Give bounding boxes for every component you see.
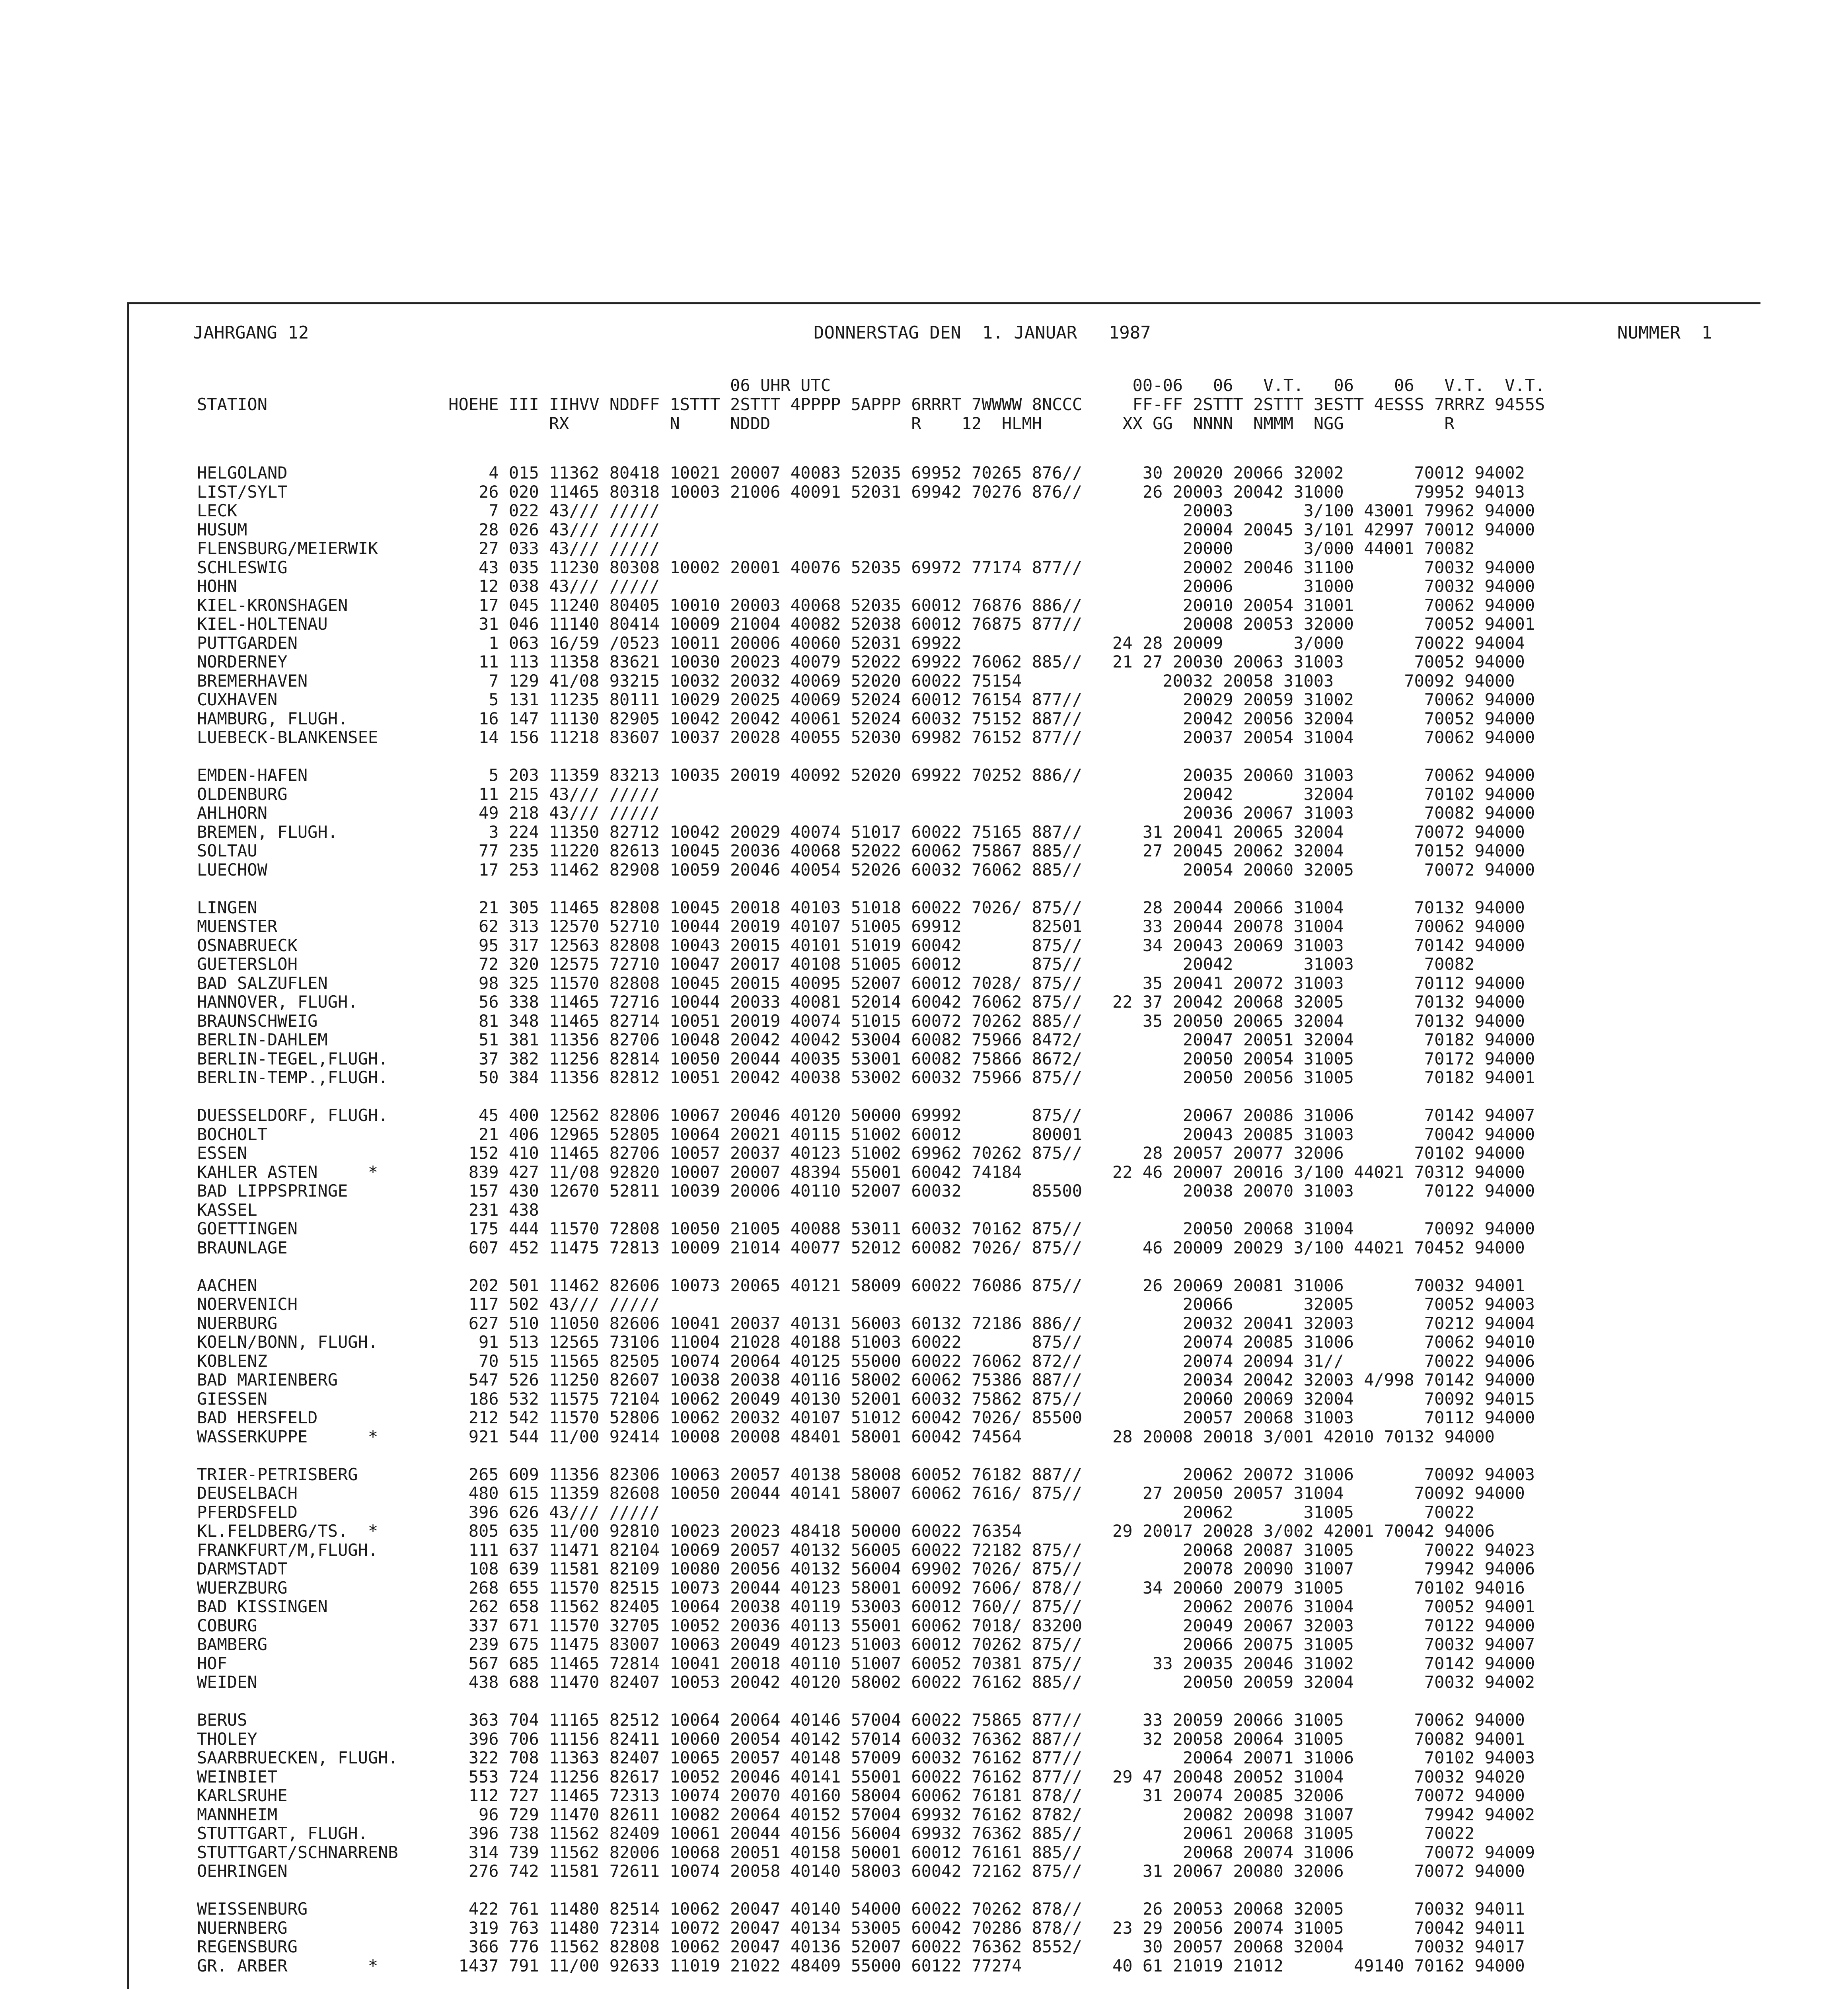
station-row: GUETERSLOH 72 320 12575 72710 10047 20017 40108 51005 60012 875// 20042 31003 70082: [197, 954, 1475, 974]
station-row: BREMEN, FLUGH. 3 224 11350 82712 10042 20029 40074 51017 60022 75165 887// 31 20041 20065 32004 70072 94000: [197, 822, 1525, 842]
station-row: KIEL-HOLTENAU 31 046 11140 80414 10009 21004 40082 52038 60012 76875 877// 20008 20053 32000 70052 94001: [197, 614, 1535, 634]
station-row: LIST/SYLT 26 020 11465 80318 10003 21006 40091 52031 69942 70276 876// 26 20003 20042 31000 79952 94013: [197, 482, 1525, 502]
station-row: HANNOVER, FLUGH. 56 338 11465 72716 10044 20033 40081 52014 60042 76062 875// 22 37 20042 20068 32005 70132 94000: [197, 992, 1525, 1012]
column-header-line: RX N NDDD R 12 HLMH XX GG NNNN NMMM NGG R: [197, 414, 1455, 433]
station-row: SCHLESWIG 43 035 11230 80308 10002 20001 40076 52035 69972 77174 877// 20002 20046 31100 70032 94000: [197, 557, 1535, 577]
row-spacer: [197, 1692, 1741, 1711]
station-row: NUERNBERG 319 763 11480 72314 10072 20047 40134 53005 60042 70286 878// 23 29 20056 20074 31005 70042 94011: [197, 1918, 1525, 1938]
station-row: LUECHOW 17 253 11462 82908 10059 20046 40054 52026 60032 76062 885// 20054 20060 32005 70072 94000: [197, 860, 1535, 880]
station-row: GR. ARBER * 1437 791 11/00 92633 11019 21022 48409 55000 60122 77274 40 61 21019 21012 49140 70162 94000: [197, 1956, 1525, 1975]
station-row: BREMERHAVEN 7 129 41/08 93215 10032 20032 40069 52020 60022 75154 20032 20058 31003 70092 94000: [197, 671, 1515, 691]
station-row: AHLHORN 49 218 43/// ///// 20036 20067 31003 70082 94000: [197, 803, 1535, 823]
station-row: AACHEN 202 501 11462 82606 10073 20065 40121 58009 60022 76086 875// 26 20069 20081 31006 70032 94001: [197, 1275, 1525, 1295]
row-spacer: [197, 879, 1741, 898]
station-row: NUERBURG 627 510 11050 82606 10041 20037 40131 56003 60132 72186 886// 20032 20041 32003 70212 94004: [197, 1313, 1535, 1333]
station-row: GIESSEN 186 532 11575 72104 10062 20049 40130 52001 60032 75862 875// 20060 20069 32004 70092 94015: [197, 1389, 1535, 1409]
station-row: COBURG 337 671 11570 32705 10052 20036 40113 55001 60062 7018/ 83200 20049 20067 32003 70122 94000: [197, 1615, 1535, 1635]
column-headers: [197, 376, 1741, 433]
row-spacer: [197, 1257, 1741, 1276]
station-row: BAD KISSINGEN 262 658 11562 82405 10064 20038 40119 53003 60012 760// 875// 20062 20076 31004 70052 94001: [197, 1597, 1535, 1616]
station-row: OEHRINGEN 276 742 11581 72611 10074 20058 40140 58003 60042 72162 875// 31 20067 20080 32006 70072 94000: [197, 1861, 1525, 1881]
station-row: MANNHEIM 96 729 11470 82611 10082 20064 40152 57004 69932 76162 8782/ 20082 20098 31007 79942 94002: [197, 1804, 1535, 1824]
station-row: DARMSTADT 108 639 11581 82109 10080 20056 40132 56004 69902 7026/ 875// 20078 20090 31007 79942 94006: [197, 1559, 1535, 1578]
station-row: LINGEN 21 305 11465 82808 10045 20018 40103 51018 60022 7026/ 875// 28 20044 20066 31004 70132 94000: [197, 897, 1525, 917]
station-row: WEIDEN 438 688 11470 82407 10053 20042 40120 58002 60022 76162 885// 20050 20059 32004 70032 94002: [197, 1672, 1535, 1692]
station-row: SOLTAU 77 235 11220 82613 10045 20036 40068 52022 60062 75867 885// 27 20045 20062 32004 70152 94000: [197, 841, 1525, 860]
volume-label: JAHRGANG 12: [193, 323, 309, 343]
station-row: WEISSENBURG 422 761 11480 82514 10062 20047 40140 54000 60022 70262 878// 26 20053 20068 32005 70032 94011: [197, 1899, 1525, 1919]
station-row: THOLEY 396 706 11156 82411 10060 20054 40142 57014 60032 76362 887// 32 20058 20064 31005 70082 94001: [197, 1729, 1525, 1749]
column-header-line: STATION HOEHE III IIHVV NDDFF 1STTT 2STTT 4PPPP 5APPP 6RRRT 7WWWW 8NCCC FF-FF 2STTT 2STTT 3ESTT 4ESSS 7RRRZ 9455S: [197, 395, 1545, 414]
station-row: FLENSBURG/MEIERWIK 27 033 43/// ///// 20000 3/000 44001 70082: [197, 539, 1475, 558]
date-label: DONNERSTAG DEN 1. JANUAR 1987: [814, 323, 1151, 343]
station-row: HAMBURG, FLUGH. 16 147 11130 82905 10042 20042 40061 52024 60032 75152 887// 20042 20056 32004 70052 94000: [197, 708, 1535, 728]
station-row: TRIER-PETRISBERG 265 609 11356 82306 10063 20057 40138 58008 60052 76182 887// 20062 20072 31006 70092 94003: [197, 1464, 1535, 1484]
station-row: BAD SALZUFLEN 98 325 11570 82808 10045 20015 40095 52007 60012 7028/ 875// 35 20041 20072 31003 70112 94000: [197, 973, 1525, 993]
station-row: MUENSTER 62 313 12570 52710 10044 20019 40107 51005 69912 82501 33 20044 20078 31004 70062 94000: [197, 917, 1525, 936]
station-row: WEINBIET 553 724 11256 82617 10052 20046 40141 55001 60022 76162 877// 29 47 20048 20052 31004 70032 94020: [197, 1767, 1525, 1787]
station-row: CUXHAVEN 5 131 11235 80111 10029 20025 40069 52024 60012 76154 877// 20029 20059 31002 70062 94000: [197, 690, 1535, 709]
row-spacer: [197, 1975, 1741, 1989]
station-row: NOERVENICH 117 502 43/// ///// 20066 32005 70052 94003: [197, 1294, 1535, 1314]
station-row: BERLIN-TEGEL,FLUGH. 37 382 11256 82814 10050 20044 40035 53001 60082 75866 8672/ 20050 20054 31005 70172 94000: [197, 1049, 1535, 1068]
station-row: KASSEL 231 438: [197, 1200, 539, 1220]
station-row: LUEBECK-BLANKENSEE 14 156 11218 83607 10037 20028 40055 52030 69982 76152 877// 20037 20054 31004 70062 94000: [197, 728, 1535, 747]
station-row: REGENSBURG 366 776 11562 82808 10062 20047 40136 52007 60022 76362 8552/ 30 20057 20068 32004 70032 94017: [197, 1937, 1525, 1956]
station-row: BRAUNSCHWEIG 81 348 11465 82714 10051 20019 40074 51015 60072 70262 885// 35 20050 20065 32004 70132 94000: [197, 1011, 1525, 1031]
station-row: BERUS 363 704 11165 82512 10064 20064 40146 57004 60022 75865 877// 33 20059 20066 31005 70062 94000: [197, 1710, 1525, 1730]
station-row: STUTTGART/SCHNARRENB 314 739 11562 82006 10068 20051 40158 50001 60012 76161 885// 20068 20074 31006 70072 94009: [197, 1842, 1535, 1862]
station-table: [197, 463, 1741, 1989]
bulletin-sheet: [127, 302, 1760, 1989]
issue-number: NUMMER 1: [1617, 323, 1712, 343]
station-row: HOHN 12 038 43/// ///// 20006 31000 70032 94000: [197, 576, 1535, 596]
station-row: KOELN/BONN, FLUGH. 91 513 12565 73106 11004 21028 40188 51003 60022 875// 20074 20085 31006 70062 94010: [197, 1332, 1535, 1352]
station-row: WUERZBURG 268 655 11570 82515 10073 20044 40123 58001 60092 7606/ 878// 34 20060 20079 31005 70102 94016: [197, 1578, 1525, 1598]
station-row: DEUSELBACH 480 615 11359 82608 10050 20044 40141 58007 60062 7616/ 875// 27 20050 20057 31004 70092 94000: [197, 1483, 1525, 1503]
station-row: PUTTGARDEN 1 063 16/59 /0523 10011 20006 40060 52031 69922 24 28 20009 3/000 70022 94004: [197, 633, 1525, 653]
station-row: KARLSRUHE 112 727 11465 72313 10074 20070 40160 58004 60062 76181 878// 31 20074 20085 32006 70072 94000: [197, 1786, 1525, 1805]
station-row: SAARBRUECKEN, FLUGH. 322 708 11363 82407 10065 20057 40148 57009 60032 76162 877// 20064 20071 31006 70102 94003: [197, 1748, 1535, 1767]
station-row: ESSEN 152 410 11465 82706 10057 20037 40123 51002 69962 70262 875// 28 20057 20077 32006 70102 94000: [197, 1143, 1525, 1163]
station-row: OLDENBURG 11 215 43/// ///// 20042 32004 70102 94000: [197, 784, 1535, 804]
station-row: KOBLENZ 70 515 11565 82505 10074 20064 40125 55000 60022 76062 872// 20074 20094 31// 70022 94006: [197, 1351, 1535, 1371]
station-row: HUSUM 28 026 43/// ///// 20004 20045 3/101 42997 70012 94000: [197, 520, 1535, 539]
station-row: NORDERNEY 11 113 11358 83621 10030 20023 40079 52022 69922 76062 885// 21 27 20030 20063 31003 70052 94000: [197, 652, 1525, 671]
station-row: FRANKFURT/M,FLUGH. 111 637 11471 82104 10069 20057 40132 56005 60022 72182 875// 20068 20087 31005 70022 94023: [197, 1540, 1535, 1560]
column-header-line: 06 UHR UTC 00-06 06 V.T. 06 06 V.T. V.T.: [197, 376, 1545, 395]
station-row: OSNABRUECK 95 317 12563 82808 10043 20015 40101 51019 60042 875// 34 20043 20069 31003 70142 94000: [197, 935, 1525, 955]
row-spacer: [197, 1446, 1741, 1465]
page-header: [193, 323, 1745, 347]
row-spacer: [197, 1881, 1741, 1900]
row-spacer: [197, 747, 1741, 766]
station-row: BAD LIPPSPRINGE 157 430 12670 52811 10039 20006 40110 52007 60032 85500 20038 20070 31003 70122 94000: [197, 1181, 1535, 1201]
station-row: EMDEN-HAFEN 5 203 11359 83213 10035 20019 40092 52020 69922 70252 886// 20035 20060 31003 70062 94000: [197, 765, 1535, 785]
station-row: BAD MARIENBERG 547 526 11250 82607 10038 20038 40116 58002 60062 75386 887// 20034 20042 32003 4/998 70142 94000: [197, 1370, 1535, 1390]
station-row: HELGOLAND 4 015 11362 80418 10021 20007 40083 52035 69952 70265 876// 30 20020 20066 32002 70012 94002: [197, 463, 1525, 483]
station-row: DUESSELDORF, FLUGH. 45 400 12562 82806 10067 20046 40120 50000 69992 875// 20067 20086 31006 70142 94007: [197, 1105, 1535, 1125]
station-row: KIEL-KRONSHAGEN 17 045 11240 80405 10010 20003 40068 52035 60012 76876 886// 20010 20054 31001 70062 94000: [197, 595, 1535, 615]
station-row: GOETTINGEN 175 444 11570 72808 10050 21005 40088 53011 60032 70162 875// 20050 20068 31004 70092 94000: [197, 1219, 1535, 1238]
station-row: BAD HERSFELD 212 542 11570 52806 10062 20032 40107 51012 60042 7026/ 85500 20057 20068 31003 70112 94000: [197, 1408, 1535, 1427]
station-row: BERLIN-TEMP.,FLUGH. 50 384 11356 82812 10051 20042 40038 53002 60032 75966 875// 20050 20056 31005 70182 94001: [197, 1068, 1535, 1087]
station-row: LECK 7 022 43/// ///// 20003 3/100 43001 79962 94000: [197, 501, 1535, 520]
station-row: STUTTGART, FLUGH. 396 738 11562 82409 10061 20044 40156 56004 69932 76362 885// 20061 20068 31005 70022: [197, 1824, 1475, 1843]
station-row: BAMBERG 239 675 11475 83007 10063 20049 40123 51003 60012 70262 875// 20066 20075 31005 70032 94007: [197, 1635, 1535, 1654]
station-row: KL.FELDBERG/TS. * 805 635 11/00 92810 10023 20023 48418 50000 60022 76354 29 20017 20028 3/002 42001 70042 94006: [197, 1521, 1495, 1541]
station-row: BRAUNLAGE 607 452 11475 72813 10009 21014 40077 52012 60082 7026/ 875// 46 20009 20029 3/100 44021 70452 94000: [197, 1238, 1525, 1257]
station-row: BERLIN-DAHLEM 51 381 11356 82706 10048 20042 40042 53004 60082 75966 8472/ 20047 20051 32004 70182 94000: [197, 1030, 1535, 1049]
station-row: KAHLER ASTEN * 839 427 11/08 92820 10007 20007 48394 55001 60042 74184 22 46 20007 20016 3/100 44021 70312 94000: [197, 1162, 1525, 1182]
row-spacer: [197, 1087, 1741, 1106]
station-row: BOCHOLT 21 406 12965 52805 10064 20021 40115 51002 60012 80001 20043 20085 31003 70042 94000: [197, 1124, 1535, 1144]
station-row: WASSERKUPPE * 921 544 11/00 92414 10008 20008 48401 58001 60042 74564 28 20008 20018 3/001 42010 70132 94000: [197, 1427, 1495, 1446]
station-row: PFERDSFELD 396 626 43/// ///// 20062 31005 70022: [197, 1502, 1475, 1522]
station-row: HOF 567 685 11465 72814 10041 20018 40110 51007 60052 70381 875// 33 20035 20046 31002 70142 94000: [197, 1653, 1535, 1673]
